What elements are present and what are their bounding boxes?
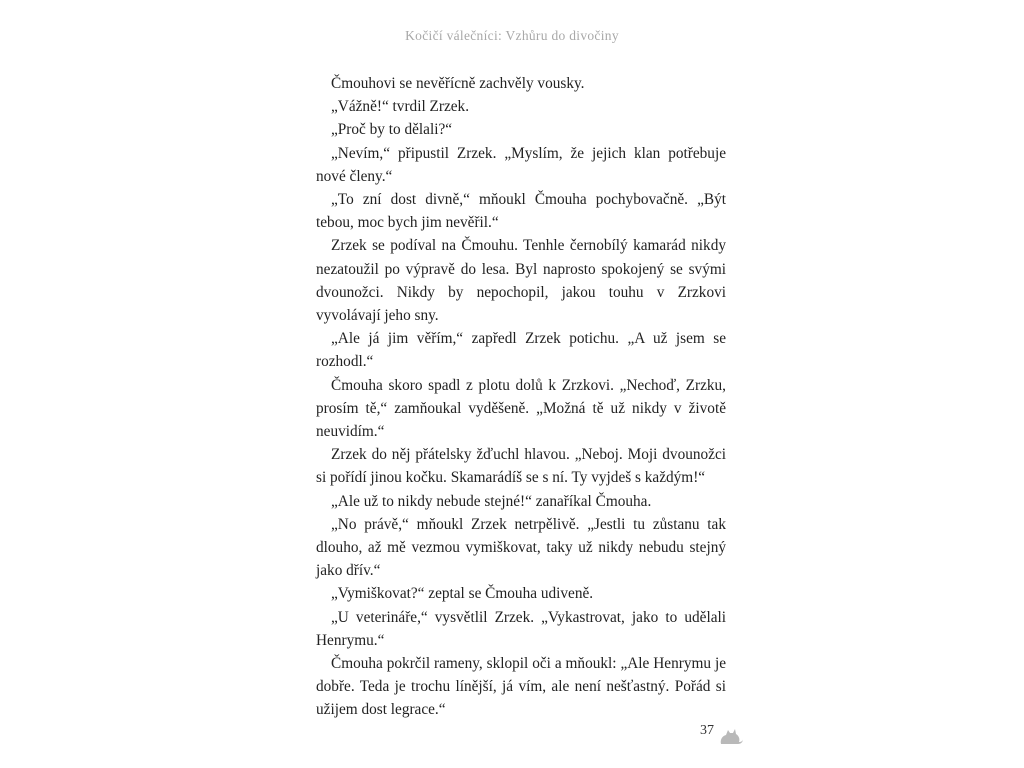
page-footer	[700, 716, 744, 746]
paragraph: „Ale já jim věřím,“ zapředl Zrzek potichu. „A už jsem se rozhodl.“	[316, 330, 726, 371]
cat-body-shape	[721, 729, 743, 744]
paragraph: Zrzek do něj přátelsky žďuchl hlavou. „Neboj. Moji dvounožci si pořídí jinou kočku. Skamarádíš se s ní. Ty vyjdeš s každým!“	[316, 446, 726, 487]
paragraph: Čmouhovi se nevěřícně zachvěly vousky.	[331, 75, 585, 92]
paragraph: „To zní dost divně,“ mňoukl Čmouha pochybovačně. „Být tebou, moc bych jim nevěřil.“	[316, 191, 726, 232]
paragraph: „Nevím,“ připustil Zrzek. „Myslím, že jejich klan potřebuje nové členy.“	[316, 144, 726, 185]
cat-silhouette-icon	[718, 724, 744, 746]
paragraph: „U veterináře,“ vysvětlil Zrzek. „Vykastrovat, jako to udělali Henrymu.“	[316, 608, 726, 649]
body-text	[316, 72, 726, 722]
paragraph: Zrzek se podíval na Čmouhu. Tenhle černobílý kamarád nikdy nezatoužil po výpravě do lesa. Byl naprosto spokojený se svými dvounožci. Nikdy by nepochopil, jakou touhu v Zrzkovi vyvolávají jeho sny.	[316, 237, 726, 325]
paragraph: Čmouha skoro spadl z plotu dolů k Zrzkovi. „Nechoď, Zrzku, prosím tě,“ zamňoukal vyděšeně. „Možná tě už nikdy v životě neuvidím.“	[316, 376, 726, 441]
paragraph: „Proč by to dělali?“	[331, 121, 453, 139]
page-number: 37	[700, 723, 714, 738]
paragraph: „No právě,“ mňoukl Zrzek netrpělivě. „Jestli tu zůstanu tak dlouho, až mě vezmou vymiškovat, taky už nikdy nebudu stejný jako dřív.“	[316, 515, 726, 580]
paragraph: „Vymiškovat?“ zeptal se Čmouha udiveně.	[331, 585, 594, 603]
paragraph: „Vážně!“ tvrdil Zrzek.	[331, 98, 470, 116]
running-header: Kočičí válečníci: Vzhůru do divočiny	[405, 28, 619, 43]
paragraph: „Ale už to nikdy nebude stejné!“ zanaříkal Čmouha.	[331, 492, 652, 510]
paragraph: Čmouha pokrčil rameny, sklopil oči a mňoukl: „Ale Henrymu je dobře. Teda je trochu línější, já vím, ale není nešťastný. Pořád si užijem dost legrace.“	[316, 655, 726, 719]
